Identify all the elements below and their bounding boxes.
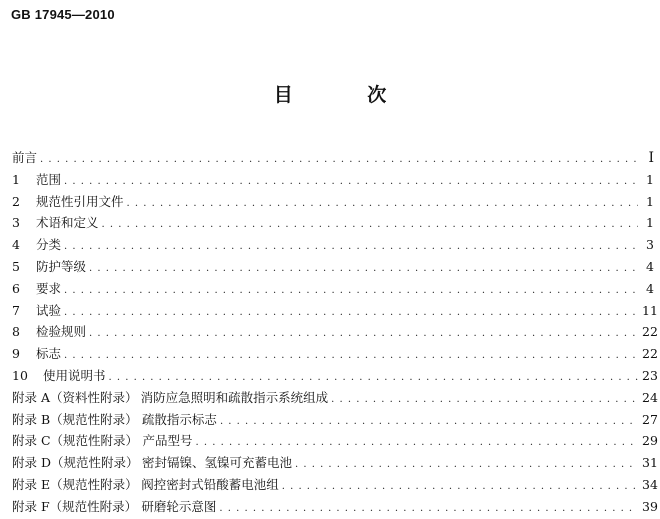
- table-of-contents: [12, 148, 658, 519]
- toc-entry-page: 11: [642, 302, 658, 318]
- toc-entry-label: 范围: [36, 171, 62, 187]
- toc-entry-number: 6: [12, 280, 20, 296]
- toc-entry[interactable]: [12, 257, 654, 279]
- toc-entry-page: 22: [642, 324, 658, 340]
- toc-entry-number: 5: [12, 258, 20, 274]
- toc-entry-page: 3: [646, 237, 654, 253]
- toc-entry-page: 23: [642, 367, 658, 383]
- toc-entry-page: 27: [642, 411, 658, 427]
- toc-entry-label: 试验: [36, 302, 62, 318]
- toc-annex-number: 附录 C（规范性附录）: [12, 433, 139, 449]
- toc-entry-label: 检验规则: [36, 324, 87, 340]
- dot-leader: [196, 437, 638, 448]
- toc-entry[interactable]: [12, 170, 654, 192]
- dot-leader: [109, 372, 638, 383]
- dot-leader: [40, 154, 638, 165]
- toc-entry-label: 疏散指示标志: [141, 411, 217, 427]
- toc-entry-page: 24: [642, 389, 658, 405]
- toc-entry[interactable]: [12, 366, 658, 388]
- toc-entry[interactable]: [12, 301, 658, 323]
- toc-entry[interactable]: [12, 235, 654, 257]
- toc-annex-number: 附录 E（规范性附录）: [12, 476, 138, 492]
- dot-leader: [127, 198, 638, 209]
- dot-leader: [282, 481, 638, 492]
- toc-entry-label: 阀控密封式铅酸蓄电池组: [141, 476, 279, 492]
- dot-leader: [102, 219, 638, 230]
- toc-entry-label: 防护等级: [36, 258, 87, 274]
- toc-entry[interactable]: [12, 279, 654, 301]
- toc-entry-page: 4: [646, 280, 654, 296]
- dot-leader: [331, 394, 638, 405]
- toc-entry-page: Ⅰ: [648, 150, 654, 166]
- toc-entry-label: 消防应急照明和疏散指示系统组成: [140, 389, 329, 405]
- toc-entry-page: 1: [646, 215, 654, 231]
- toc-entry-label: 密封镉镍、氢镍可充蓄电池: [141, 455, 292, 471]
- toc-annex-number: 附录 B（规范性附录）: [12, 411, 138, 427]
- toc-entry-label: 术语和定义: [36, 215, 99, 231]
- toc-entry-annex[interactable]: [12, 475, 658, 497]
- toc-entry-annex[interactable]: [12, 410, 658, 432]
- dot-leader: [64, 241, 638, 252]
- toc-entry-page: 1: [646, 193, 654, 209]
- toc-annex-number: 附录 D（规范性附录）: [12, 455, 139, 471]
- toc-annex-number: 附录 A（资料性附录）: [12, 389, 138, 405]
- toc-entry-label: 使用说明书: [43, 367, 106, 383]
- dot-leader: [64, 350, 638, 361]
- toc-entry-label: 标志: [36, 346, 62, 362]
- toc-entry-number: 3: [12, 215, 20, 231]
- toc-entry-page: 31: [642, 455, 658, 471]
- toc-entry-page: 4: [646, 258, 654, 274]
- toc-entry-annex[interactable]: [12, 453, 658, 475]
- dot-leader: [219, 503, 638, 514]
- toc-entry-page: 1: [646, 171, 654, 187]
- page-title: 目 次: [273, 84, 421, 106]
- toc-entry[interactable]: [12, 344, 658, 366]
- toc-entry-number: 10: [12, 367, 28, 383]
- toc-entry-number: 9: [12, 346, 20, 362]
- toc-entry[interactable]: [12, 213, 654, 235]
- standard-code: GB 17945—2010: [11, 7, 115, 22]
- toc-entry-page: 39: [642, 498, 658, 514]
- dot-leader: [220, 416, 638, 427]
- dot-leader: [64, 176, 638, 187]
- dot-leader: [89, 263, 638, 274]
- toc-entry[interactable]: [12, 192, 654, 214]
- toc-entry-label: 产品型号: [142, 433, 193, 449]
- dot-leader: [89, 328, 638, 339]
- toc-entry-number: 2: [12, 193, 20, 209]
- toc-entry-number: 7: [12, 302, 20, 318]
- toc-entry-page: 22: [642, 346, 658, 362]
- toc-entry-page: 34: [642, 476, 658, 492]
- dot-leader: [64, 285, 638, 296]
- toc-entry-label: 规范性引用文件: [36, 193, 124, 209]
- toc-entry[interactable]: [12, 322, 658, 344]
- toc-entry-label: 要求: [36, 280, 62, 296]
- toc-entry-foreword[interactable]: [12, 148, 654, 170]
- toc-entry-label: 前言: [12, 150, 38, 165]
- toc-entry-label: 分类: [36, 237, 62, 253]
- toc-entry-annex[interactable]: [12, 431, 658, 453]
- toc-entry-number: 4: [12, 237, 20, 253]
- toc-entry-number: 1: [12, 171, 20, 187]
- toc-annex-number: 附录 F（规范性附录）: [12, 498, 138, 514]
- toc-entry-page: 29: [642, 433, 658, 449]
- toc-entry-annex[interactable]: [12, 497, 658, 519]
- toc-entry-annex[interactable]: [12, 388, 658, 410]
- dot-leader: [64, 307, 638, 318]
- toc-entry-number: 8: [12, 324, 20, 340]
- toc-entry-label: 研磨轮示意图: [141, 498, 217, 514]
- dot-leader: [295, 459, 638, 470]
